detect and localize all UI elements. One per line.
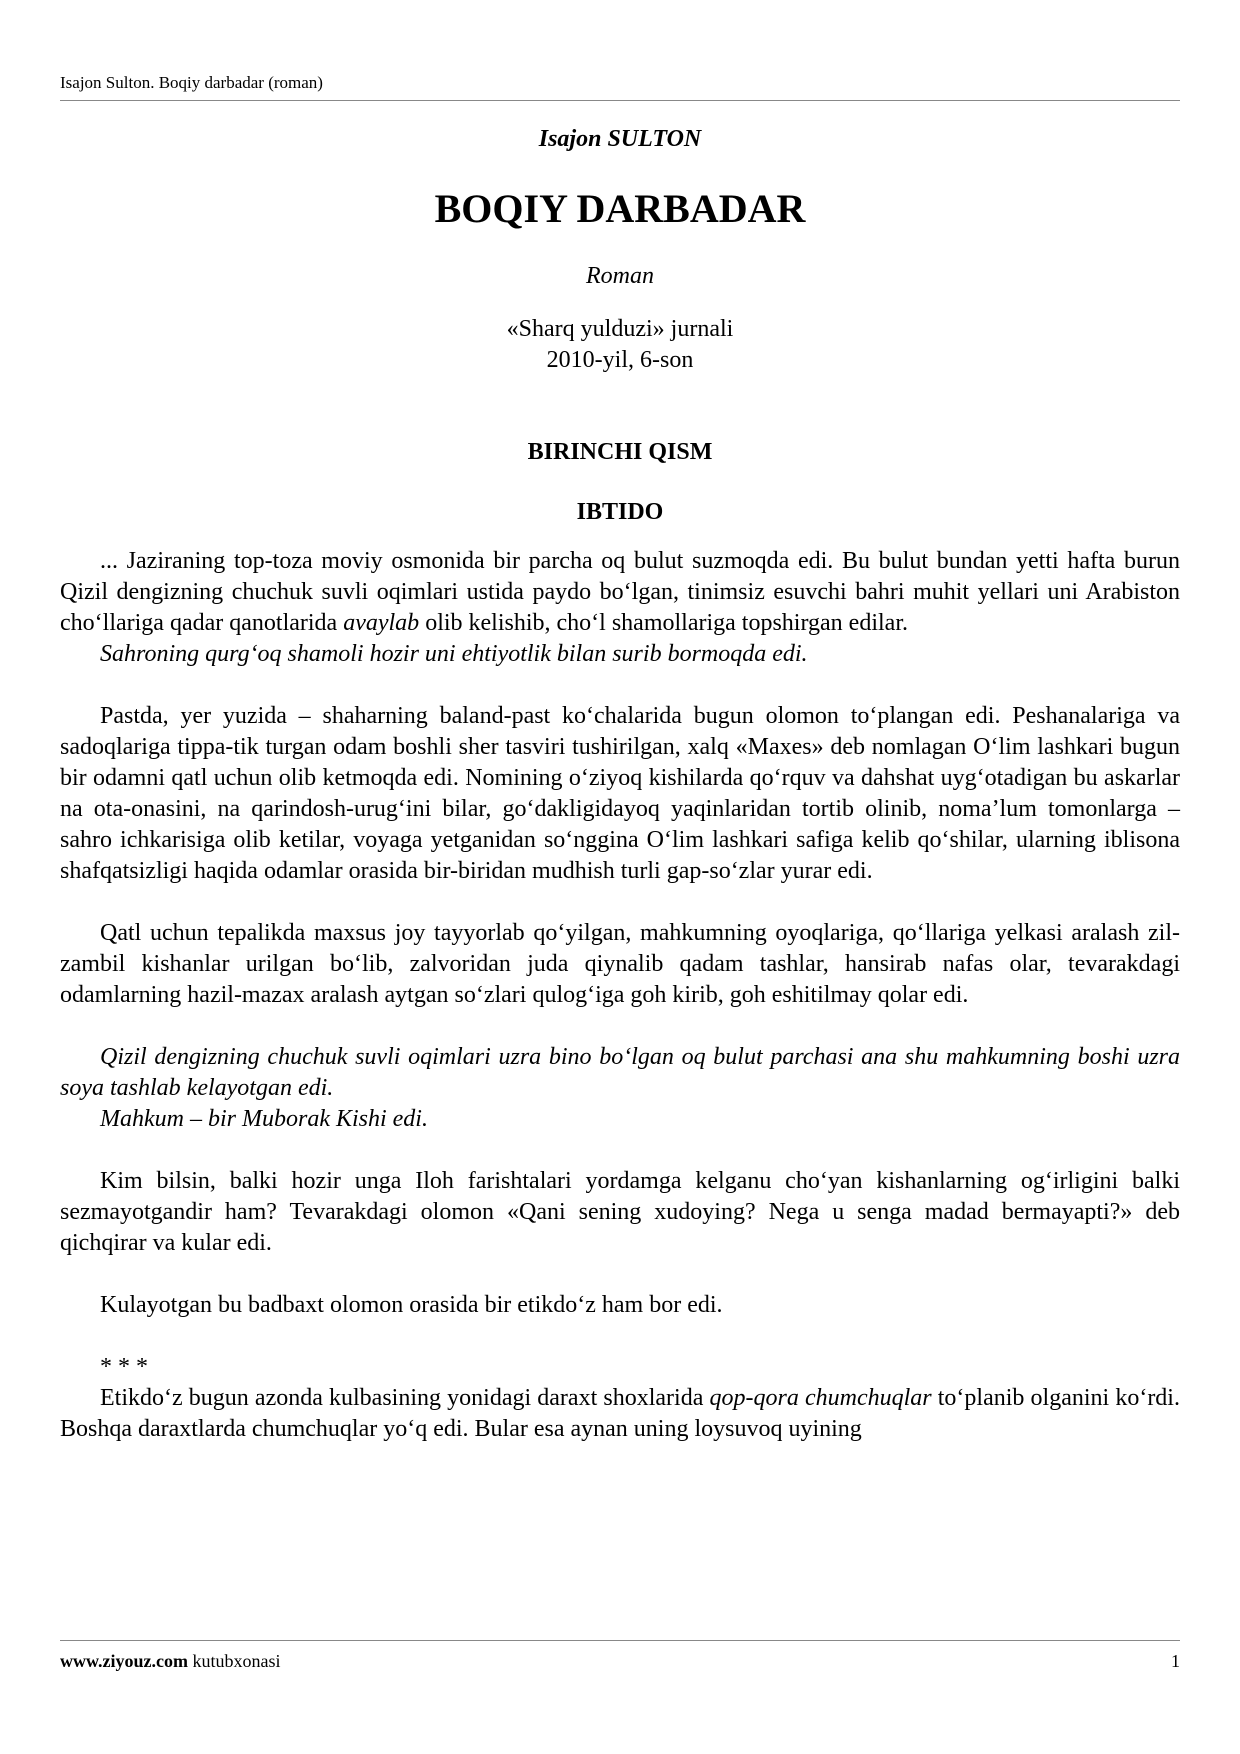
paragraph-8: Kulayotgan bu badbaxt olomon orasida bir etikdo‘z ham bor edi. [100,1292,723,1318]
footer-divider [60,1640,1180,1641]
book-genre: Roman [586,263,654,289]
part-title: BIRINCHI QISM [527,439,713,465]
paragraph-7: Kim bilsin, balki hozir unga Iloh farishtalari yordamga kelganu cho‘yan kishanlarning og‘irligini balki sezmayotgandir ham? Tevarakdagi olomon «Qani sening xudoying? Nega u senga madad bermayapti?» deb qichqirar va kular edi. [60,1168,1180,1256]
paragraph-1-emphasis: avaylab [343,610,420,636]
paragraph-9-emphasis: qop-qora chumchuqlar [709,1385,932,1411]
publication-info [60,314,1180,376]
paragraph-1 [60,546,1180,639]
page-body [60,120,1180,1445]
paragraph-1-text-a: ... Jaziraning top-toza moviy osmonida bir parcha oq bulut suzmoqda edi. Bu bulut bundan yetti hafta burun Qizil dengizning chuchuk suvli oqimlari ustida paydo bo‘lgan, tinimsiz esuvchi bahri muhit yellari uni Arabiston cho‘llariga qadar qanotlarida [60,548,1180,636]
journal-issue: 2010-yil, 6-son [546,347,694,373]
paragraph-4: Qatl uchun tepalikda maxsus joy tayyorlab qo‘yilgan, mahkumning oyoqlariga, qo‘llariga yelkasi aralash zil-zambil kishanlar urilgan bo‘lib, zalvoridan juda qiynalib qadam tashlar, hansirab nafas olar, tevarakdagi odamlarning hazil-mazax aralash aytgan so‘zlari qulog‘iga goh kirib, goh eshitilmay qolar edi. [60,920,1180,1008]
chapter-title: IBTIDO [576,499,664,525]
paragraph-9 [60,1383,1180,1445]
paragraph-5: Qizil dengizning chuchuk suvli oqimlari uzra bino bo‘lgan oq bulut parchasi ana shu mahkumning boshi uzra soya tashlab kelayotgan edi. [60,1044,1180,1101]
footer-source [60,1650,280,1672]
book-title: BOQIY DARBADAR [434,186,806,231]
paragraph-9-text-a: Etikdo‘z bugun azonda kulbasining yonidagi daraxt shoxlarida [100,1385,710,1411]
paragraph-3: Pastda, yer yuzida – shaharning baland-past ko‘chalarida bugun olomon to‘plangan edi. Peshanalariga va sadoqlariga tippa-tik turgan odam boshli sher tasviri tushirilgan, xalq «Maxes» deb nomlagan O‘lim lashkari bugun bir odamni qatl uchun olib ketmoqda edi. Nomining o‘ziyoq kishilarda qo‘rquv va dahshat uyg‘otadigan bu askarlar na ota-onasini, na qarindosh-urug‘ini bilar, go‘dakligidayoq yaqinlaridan tortib olinib, noma’lum tomonlarga – sahro ichkarisiga olib ketilar, voyaga yetganidan so‘nggina O‘lim lashkari safiga kelib qo‘shilar, ularning iblisona shafqatsizligi haqida odamlar orasida bir-biridan mudhish turli gap-so‘zlar yurar edi. [60,703,1180,884]
footer-site-link[interactable]: www.ziyouz.com [60,1651,188,1671]
paragraph-9-text-b: to‘planib olganini ko‘rdi. Boshqa daraxtlarda chumchuqlar yo‘q edi. Bular esa aynan uning loysuvoq uyining [60,1385,1180,1442]
page-number: 1 [1171,1651,1180,1671]
section-separator: * * * [100,1354,148,1380]
paragraph-1-text-b: olib kelishib, cho‘l shamollariga topshirgan edilar. [419,610,908,636]
paragraph-2: Sahroning qurg‘oq shamoli hozir uni ehtiyotlik bilan surib bormoqda edi. [100,641,808,667]
running-header: Isajon Sulton. Boqiy darbadar (roman) [60,73,323,92]
footer-library-label: kutubxonasi [187,1651,281,1671]
header-divider [60,100,1180,101]
paragraph-6: Mahkum – bir Muborak Kishi edi. [100,1106,428,1132]
journal-name: «Sharq yulduzi» jurnali [506,316,734,342]
author-name: Isajon SULTON [538,126,702,152]
